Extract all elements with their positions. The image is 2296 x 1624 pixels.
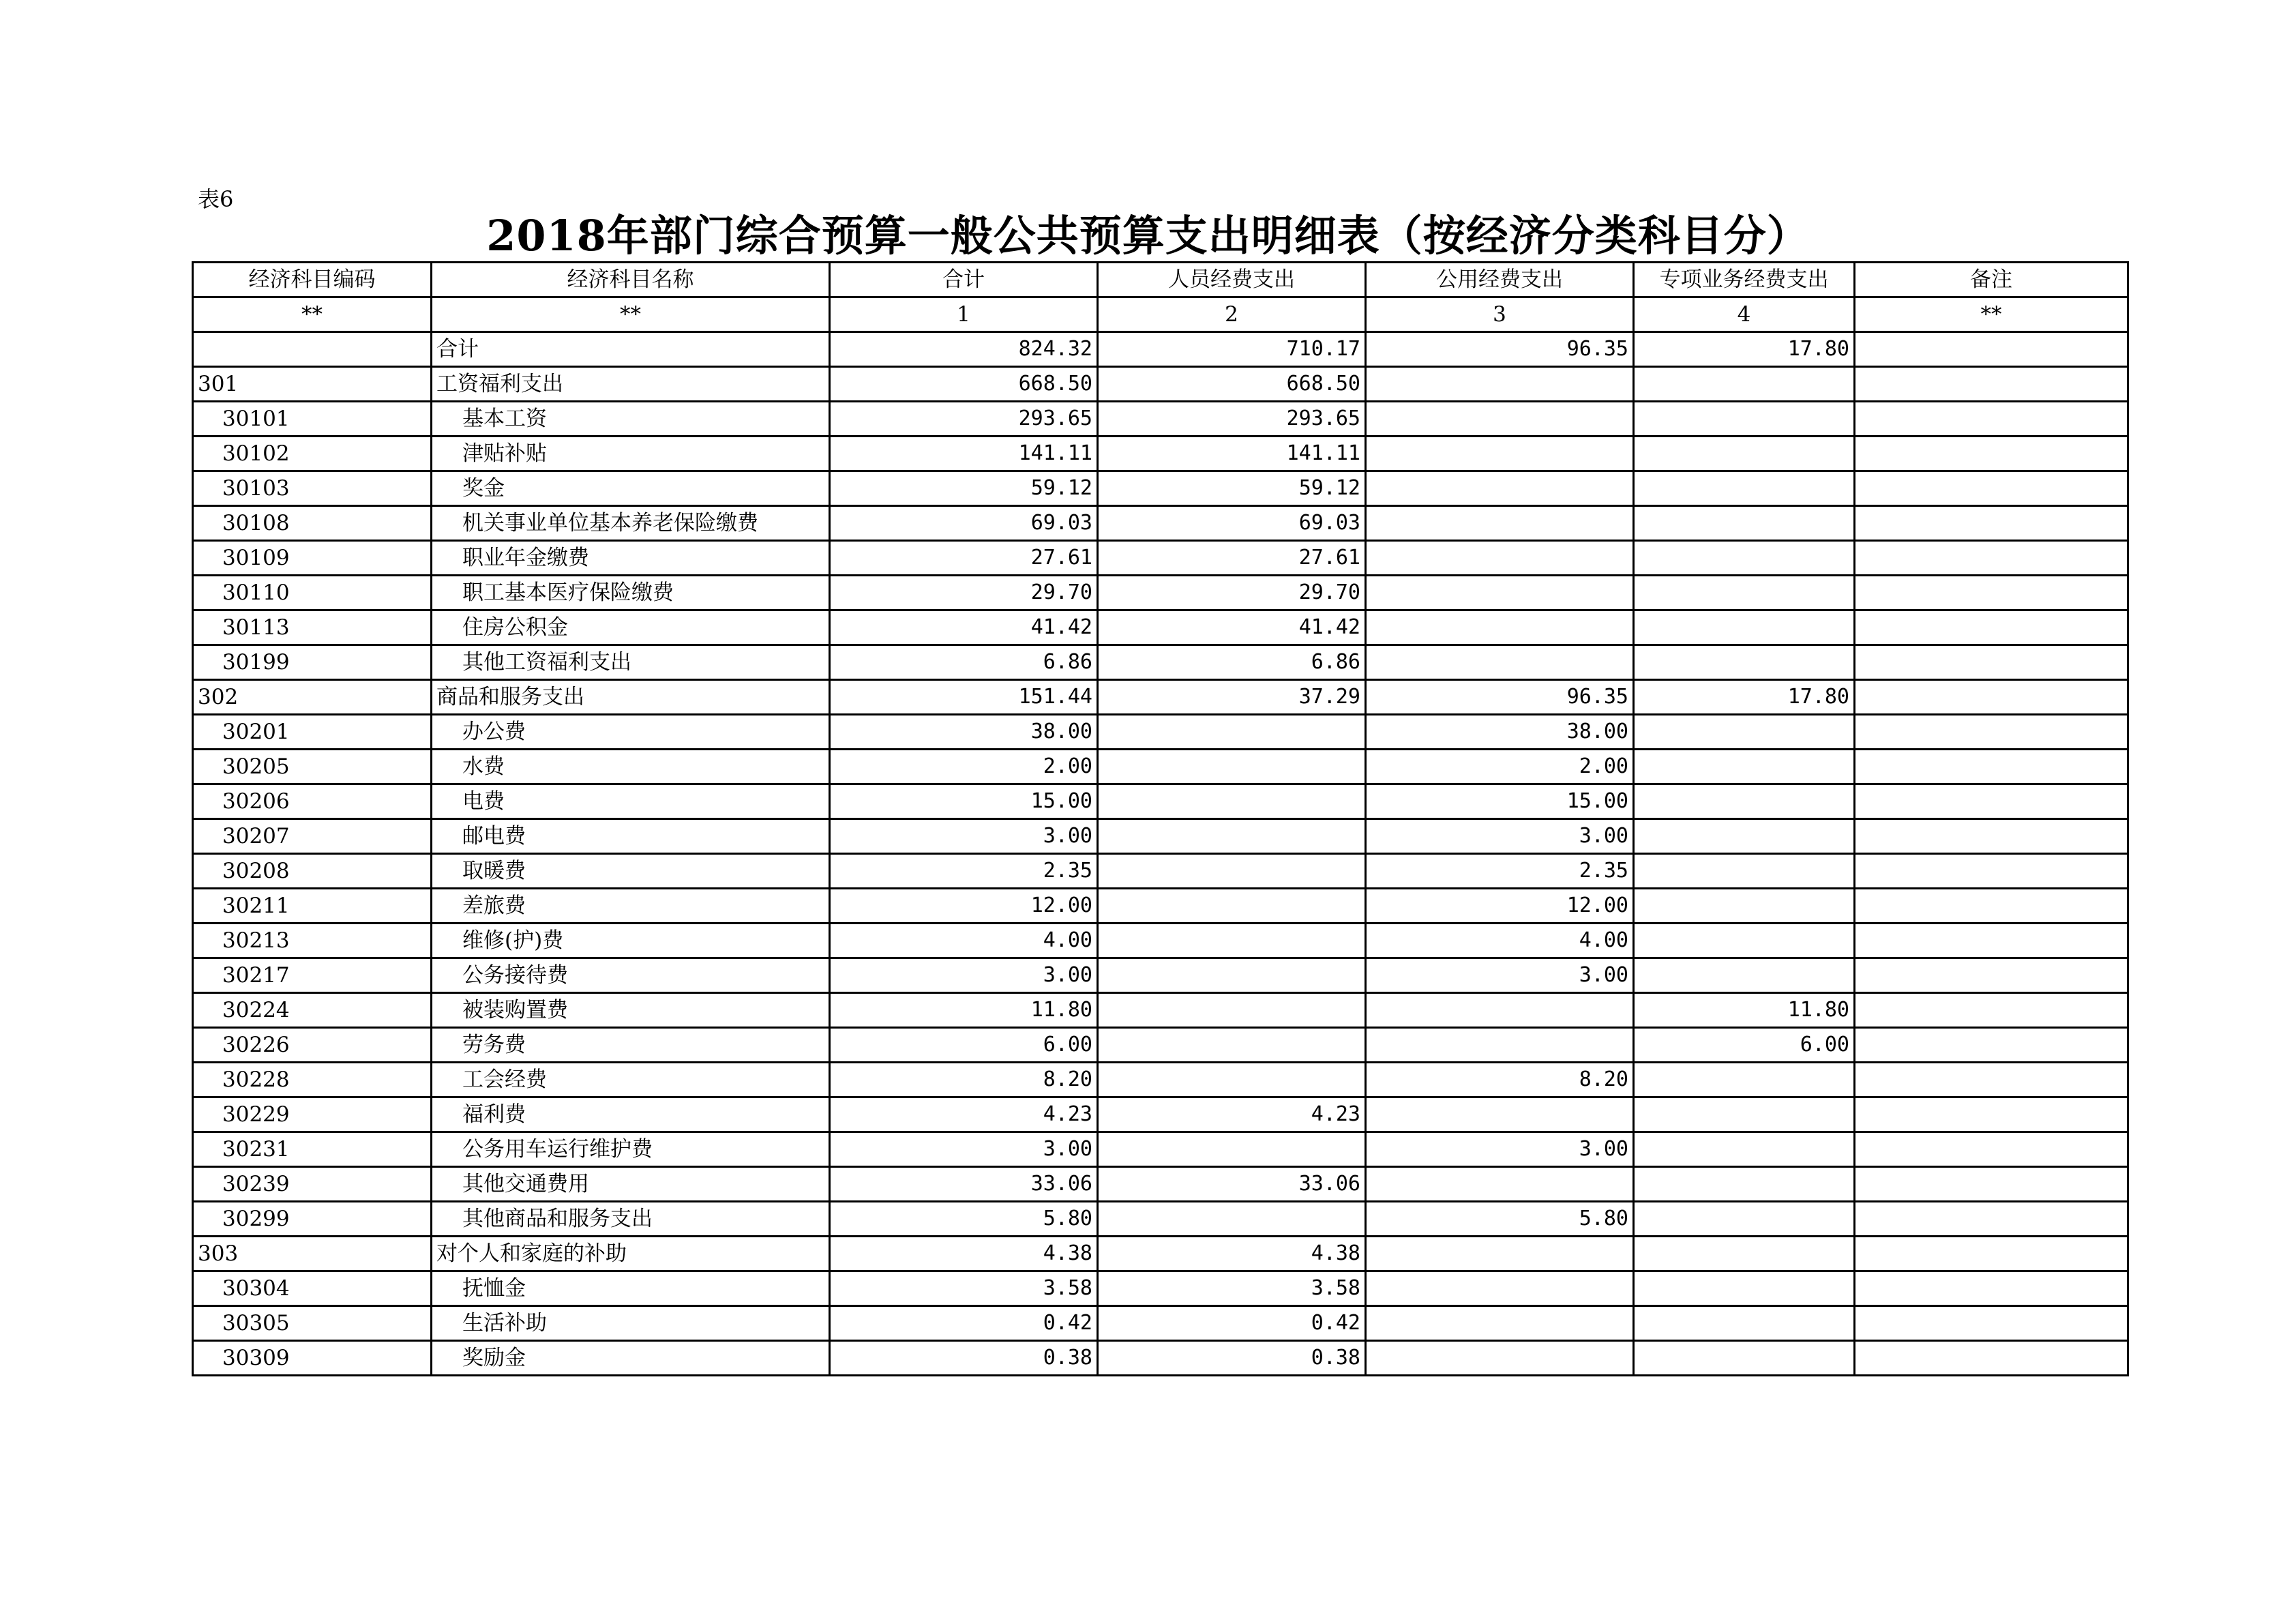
name-cell: 奖励金: [432, 1341, 830, 1376]
public-cell: 96.35: [1366, 332, 1634, 367]
index-cell: **: [432, 297, 830, 332]
code-cell: 30205: [193, 750, 432, 784]
special-cell: [1634, 1341, 1855, 1376]
personnel-cell: 4.23: [1098, 1097, 1366, 1132]
public-cell: 96.35: [1366, 680, 1634, 715]
header-code: 经济科目编码: [193, 263, 432, 297]
name-cell: 被装购置费: [432, 993, 830, 1028]
table-row: [193, 958, 2128, 993]
total-cell: 2.35: [830, 854, 1098, 889]
total-cell: 0.38: [830, 1341, 1098, 1376]
table-row: [193, 1271, 2128, 1306]
table-row: [193, 680, 2128, 715]
name-cell: 劳务费: [432, 1028, 830, 1063]
public-cell: 15.00: [1366, 784, 1634, 819]
public-cell: [1366, 402, 1634, 437]
total-cell: 4.38: [830, 1237, 1098, 1271]
code-cell: 30224: [193, 993, 432, 1028]
code-cell: 30208: [193, 854, 432, 889]
note-cell: [1855, 715, 2128, 750]
table-row: [193, 1132, 2128, 1167]
personnel-cell: 293.65: [1098, 402, 1366, 437]
name-cell: 津贴补贴: [432, 437, 830, 471]
public-cell: [1366, 506, 1634, 541]
code-cell: 30305: [193, 1306, 432, 1341]
header-total: 合计: [830, 263, 1098, 297]
personnel-cell: 41.42: [1098, 610, 1366, 645]
public-cell: [1366, 541, 1634, 576]
special-cell: [1634, 645, 1855, 680]
special-cell: [1634, 541, 1855, 576]
index-cell: 1: [830, 297, 1098, 332]
note-cell: [1855, 1028, 2128, 1063]
special-cell: [1634, 1202, 1855, 1237]
total-cell: 5.80: [830, 1202, 1098, 1237]
public-cell: [1366, 367, 1634, 402]
personnel-cell: [1098, 715, 1366, 750]
note-cell: [1855, 610, 2128, 645]
public-cell: [1366, 1341, 1634, 1376]
personnel-cell: [1098, 889, 1366, 924]
table-row: [193, 576, 2128, 610]
public-cell: [1366, 1306, 1634, 1341]
name-cell: 其他交通费用: [432, 1167, 830, 1202]
index-cell: **: [1855, 297, 2128, 332]
note-cell: [1855, 541, 2128, 576]
public-cell: [1366, 1271, 1634, 1306]
personnel-cell: 668.50: [1098, 367, 1366, 402]
table-row: [193, 402, 2128, 437]
total-cell: 3.00: [830, 958, 1098, 993]
note-cell: [1855, 1097, 2128, 1132]
public-cell: [1366, 1028, 1634, 1063]
name-cell: 邮电费: [432, 819, 830, 854]
name-cell: 公务用车运行维护费: [432, 1132, 830, 1167]
public-cell: [1366, 645, 1634, 680]
code-cell: 30102: [193, 437, 432, 471]
special-cell: [1634, 471, 1855, 506]
name-cell: 对个人和家庭的补助: [432, 1237, 830, 1271]
total-cell: 27.61: [830, 541, 1098, 576]
public-cell: 38.00: [1366, 715, 1634, 750]
note-cell: [1855, 1132, 2128, 1167]
total-cell: 293.65: [830, 402, 1098, 437]
budget-table: [192, 261, 2129, 1376]
code-cell: 30304: [193, 1271, 432, 1306]
special-cell: [1634, 367, 1855, 402]
code-cell: 30309: [193, 1341, 432, 1376]
total-cell: 15.00: [830, 784, 1098, 819]
table-row: [193, 819, 2128, 854]
note-cell: [1855, 332, 2128, 367]
code-cell: 30207: [193, 819, 432, 854]
name-cell: 取暖费: [432, 854, 830, 889]
table-row: [193, 1167, 2128, 1202]
public-cell: 4.00: [1366, 924, 1634, 958]
table-row: [193, 1028, 2128, 1063]
public-cell: 12.00: [1366, 889, 1634, 924]
total-cell: 8.20: [830, 1063, 1098, 1097]
table-row: [193, 367, 2128, 402]
public-cell: 2.00: [1366, 750, 1634, 784]
index-cell: **: [193, 297, 432, 332]
table-row: [193, 1237, 2128, 1271]
code-cell: 30110: [193, 576, 432, 610]
code-cell: 30101: [193, 402, 432, 437]
table-row: [193, 541, 2128, 576]
code-cell: 30217: [193, 958, 432, 993]
name-cell: 住房公积金: [432, 610, 830, 645]
note-cell: [1855, 924, 2128, 958]
name-cell: 职业年金缴费: [432, 541, 830, 576]
note-cell: [1855, 958, 2128, 993]
special-cell: [1634, 924, 1855, 958]
personnel-cell: 3.58: [1098, 1271, 1366, 1306]
code-cell: 301: [193, 367, 432, 402]
public-cell: [1366, 471, 1634, 506]
name-cell: 机关事业单位基本养老保险缴费: [432, 506, 830, 541]
personnel-cell: 4.38: [1098, 1237, 1366, 1271]
total-cell: 2.00: [830, 750, 1098, 784]
personnel-cell: 37.29: [1098, 680, 1366, 715]
total-cell: 41.42: [830, 610, 1098, 645]
document-title: 2018年部门综合预算一般公共预算支出明细表（按经济分类科目分）: [486, 211, 1810, 261]
code-cell: 30201: [193, 715, 432, 750]
total-cell: 4.23: [830, 1097, 1098, 1132]
personnel-cell: [1098, 958, 1366, 993]
code-cell: 30199: [193, 645, 432, 680]
name-cell: 工会经费: [432, 1063, 830, 1097]
note-cell: [1855, 645, 2128, 680]
personnel-cell: [1098, 924, 1366, 958]
special-cell: [1634, 437, 1855, 471]
note-cell: [1855, 854, 2128, 889]
note-cell: [1855, 1202, 2128, 1237]
total-cell: 59.12: [830, 471, 1098, 506]
table-row: [193, 1306, 2128, 1341]
note-cell: [1855, 750, 2128, 784]
code-cell: 30113: [193, 610, 432, 645]
note-cell: [1855, 1341, 2128, 1376]
table-row: [193, 750, 2128, 784]
note-cell: [1855, 506, 2128, 541]
name-cell: 其他商品和服务支出: [432, 1202, 830, 1237]
name-cell: 抚恤金: [432, 1271, 830, 1306]
name-cell: 工资福利支出: [432, 367, 830, 402]
special-cell: [1634, 402, 1855, 437]
note-cell: [1855, 367, 2128, 402]
table-row: [193, 506, 2128, 541]
table-row: [193, 1341, 2128, 1376]
table-row: [193, 471, 2128, 506]
special-cell: [1634, 784, 1855, 819]
code-cell: 30108: [193, 506, 432, 541]
total-cell: 0.42: [830, 1306, 1098, 1341]
personnel-cell: [1098, 1063, 1366, 1097]
note-cell: [1855, 437, 2128, 471]
note-cell: [1855, 1271, 2128, 1306]
personnel-cell: 33.06: [1098, 1167, 1366, 1202]
table-row: [193, 924, 2128, 958]
special-cell: [1634, 610, 1855, 645]
name-cell: 奖金: [432, 471, 830, 506]
special-cell: 17.80: [1634, 332, 1855, 367]
special-cell: [1634, 750, 1855, 784]
table-row: [193, 993, 2128, 1028]
public-cell: [1366, 576, 1634, 610]
special-cell: [1634, 1063, 1855, 1097]
note-cell: [1855, 993, 2128, 1028]
special-cell: [1634, 1271, 1855, 1306]
personnel-cell: [1098, 993, 1366, 1028]
code-cell: 30231: [193, 1132, 432, 1167]
special-cell: 17.80: [1634, 680, 1855, 715]
note-cell: [1855, 576, 2128, 610]
public-cell: [1366, 993, 1634, 1028]
table-row: [193, 610, 2128, 645]
note-cell: [1855, 819, 2128, 854]
special-cell: [1634, 854, 1855, 889]
public-cell: 3.00: [1366, 819, 1634, 854]
total-cell: 69.03: [830, 506, 1098, 541]
name-cell: 其他工资福利支出: [432, 645, 830, 680]
personnel-cell: 29.70: [1098, 576, 1366, 610]
public-cell: [1366, 437, 1634, 471]
index-cell: 4: [1634, 297, 1855, 332]
total-cell: 4.00: [830, 924, 1098, 958]
table-row: [193, 889, 2128, 924]
code-cell: 303: [193, 1237, 432, 1271]
special-cell: 11.80: [1634, 993, 1855, 1028]
code-cell: [193, 332, 432, 367]
personnel-cell: [1098, 1132, 1366, 1167]
name-cell: 福利费: [432, 1097, 830, 1132]
personnel-cell: 27.61: [1098, 541, 1366, 576]
total-cell: 3.00: [830, 1132, 1098, 1167]
table-row: [193, 1202, 2128, 1237]
code-cell: 30239: [193, 1167, 432, 1202]
code-cell: 30226: [193, 1028, 432, 1063]
personnel-cell: [1098, 784, 1366, 819]
header-personnel: 人员经费支出: [1098, 263, 1366, 297]
public-cell: 2.35: [1366, 854, 1634, 889]
header-name: 经济科目名称: [432, 263, 830, 297]
personnel-cell: 59.12: [1098, 471, 1366, 506]
personnel-cell: 710.17: [1098, 332, 1366, 367]
public-cell: 8.20: [1366, 1063, 1634, 1097]
total-cell: 6.86: [830, 645, 1098, 680]
table-row: [193, 854, 2128, 889]
special-cell: [1634, 715, 1855, 750]
name-cell: 差旅费: [432, 889, 830, 924]
code-cell: 30228: [193, 1063, 432, 1097]
note-cell: [1855, 1063, 2128, 1097]
table-row: [193, 1097, 2128, 1132]
total-cell: 3.58: [830, 1271, 1098, 1306]
code-cell: 30299: [193, 1202, 432, 1237]
public-cell: 5.80: [1366, 1202, 1634, 1237]
column-index-row: [193, 297, 2128, 332]
special-cell: [1634, 958, 1855, 993]
note-cell: [1855, 1167, 2128, 1202]
special-cell: [1634, 889, 1855, 924]
personnel-cell: 6.86: [1098, 645, 1366, 680]
total-cell: 824.32: [830, 332, 1098, 367]
table-header-row: [193, 263, 2128, 297]
special-cell: [1634, 576, 1855, 610]
total-cell: 151.44: [830, 680, 1098, 715]
table-row: [193, 784, 2128, 819]
total-cell: 29.70: [830, 576, 1098, 610]
personnel-cell: [1098, 1028, 1366, 1063]
header-note: 备注: [1855, 263, 2128, 297]
name-cell: 生活补助: [432, 1306, 830, 1341]
index-cell: 3: [1366, 297, 1634, 332]
public-cell: [1366, 610, 1634, 645]
table-row: [193, 715, 2128, 750]
personnel-cell: [1098, 750, 1366, 784]
special-cell: [1634, 1167, 1855, 1202]
personnel-cell: [1098, 1202, 1366, 1237]
total-cell: 3.00: [830, 819, 1098, 854]
header-special: 专项业务经费支出: [1634, 263, 1855, 297]
code-cell: 30103: [193, 471, 432, 506]
name-cell: 商品和服务支出: [432, 680, 830, 715]
note-cell: [1855, 889, 2128, 924]
note-cell: [1855, 471, 2128, 506]
public-cell: [1366, 1167, 1634, 1202]
table-row: [193, 1063, 2128, 1097]
name-cell: 水费: [432, 750, 830, 784]
special-cell: [1634, 1237, 1855, 1271]
total-cell: 6.00: [830, 1028, 1098, 1063]
code-cell: 302: [193, 680, 432, 715]
total-cell: 33.06: [830, 1167, 1098, 1202]
note-cell: [1855, 1237, 2128, 1271]
table-row: [193, 332, 2128, 367]
name-cell: 基本工资: [432, 402, 830, 437]
special-cell: 6.00: [1634, 1028, 1855, 1063]
note-cell: [1855, 784, 2128, 819]
personnel-cell: 0.38: [1098, 1341, 1366, 1376]
total-cell: 12.00: [830, 889, 1098, 924]
code-cell: 30206: [193, 784, 432, 819]
total-cell: 38.00: [830, 715, 1098, 750]
table-row: [193, 645, 2128, 680]
note-cell: [1855, 1306, 2128, 1341]
name-cell: 维修(护)费: [432, 924, 830, 958]
public-cell: [1366, 1237, 1634, 1271]
index-cell: 2: [1098, 297, 1366, 332]
total-cell: 11.80: [830, 993, 1098, 1028]
code-cell: 30213: [193, 924, 432, 958]
table-row: [193, 437, 2128, 471]
table-number-label: 表6: [198, 186, 234, 212]
personnel-cell: 0.42: [1098, 1306, 1366, 1341]
code-cell: 30229: [193, 1097, 432, 1132]
name-cell: 办公费: [432, 715, 830, 750]
special-cell: [1634, 1097, 1855, 1132]
special-cell: [1634, 1306, 1855, 1341]
note-cell: [1855, 680, 2128, 715]
code-cell: 30109: [193, 541, 432, 576]
special-cell: [1634, 819, 1855, 854]
total-cell: 668.50: [830, 367, 1098, 402]
public-cell: 3.00: [1366, 958, 1634, 993]
public-cell: 3.00: [1366, 1132, 1634, 1167]
personnel-cell: 69.03: [1098, 506, 1366, 541]
header-public: 公用经费支出: [1366, 263, 1634, 297]
special-cell: [1634, 506, 1855, 541]
name-cell: 公务接待费: [432, 958, 830, 993]
name-cell: 电费: [432, 784, 830, 819]
code-cell: 30211: [193, 889, 432, 924]
note-cell: [1855, 402, 2128, 437]
total-cell: 141.11: [830, 437, 1098, 471]
personnel-cell: [1098, 854, 1366, 889]
name-cell: 合计: [432, 332, 830, 367]
name-cell: 职工基本医疗保险缴费: [432, 576, 830, 610]
table-body: [193, 332, 2128, 1376]
public-cell: [1366, 1097, 1634, 1132]
personnel-cell: [1098, 819, 1366, 854]
special-cell: [1634, 1132, 1855, 1167]
personnel-cell: 141.11: [1098, 437, 1366, 471]
